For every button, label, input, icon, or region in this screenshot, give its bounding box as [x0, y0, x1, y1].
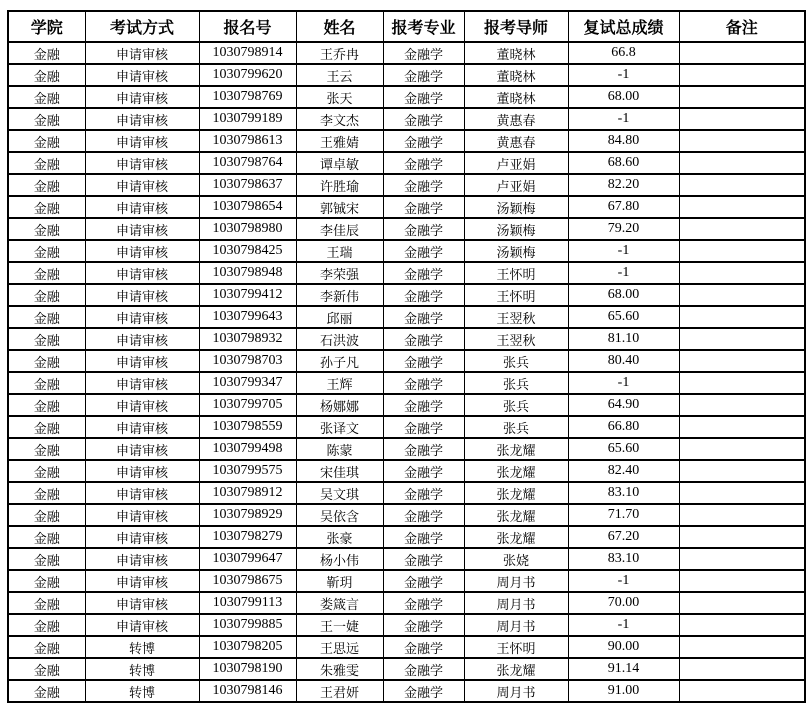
cell-applied-major: 金融学 — [383, 86, 464, 108]
table-row — [8, 438, 805, 460]
cell-applied-major: 金融学 — [383, 680, 464, 702]
cell-name: 陈蒙 — [296, 438, 383, 460]
cell-college: 金融 — [8, 86, 85, 108]
cell-applied-major: 金融学 — [383, 592, 464, 614]
cell-name: 邱丽 — [296, 306, 383, 328]
cell-registration-number: 1030798425 — [199, 240, 296, 262]
cell-registration-number: 1030799113 — [199, 592, 296, 614]
cell-name: 娄箴言 — [296, 592, 383, 614]
cell-name: 许胜瑜 — [296, 174, 383, 196]
cell-applied-major: 金融学 — [383, 394, 464, 416]
cell-name: 宋佳琪 — [296, 460, 383, 482]
table-row — [8, 262, 805, 284]
cell-college: 金融 — [8, 680, 85, 702]
cell-applied-supervisor: 黄惠春 — [464, 130, 568, 152]
table-row — [8, 218, 805, 240]
cell-applied-major: 金融学 — [383, 152, 464, 174]
table-row — [8, 350, 805, 372]
cell-retest-total-score: 67.20 — [568, 526, 679, 548]
table-header-row — [8, 11, 805, 42]
cell-applied-supervisor: 汤颖梅 — [464, 196, 568, 218]
cell-exam-method: 申请审核 — [85, 482, 199, 504]
cell-name: 吴依含 — [296, 504, 383, 526]
column-header-applied-supervisor: 报考导师 — [464, 11, 568, 42]
cell-retest-total-score: 84.80 — [568, 130, 679, 152]
cell-remarks — [679, 592, 805, 614]
cell-remarks — [679, 460, 805, 482]
cell-registration-number: 1030798703 — [199, 350, 296, 372]
cell-applied-supervisor: 张龙耀 — [464, 504, 568, 526]
cell-name: 郭铖宋 — [296, 196, 383, 218]
cell-applied-major: 金融学 — [383, 636, 464, 658]
cell-applied-supervisor: 王怀明 — [464, 262, 568, 284]
cell-remarks — [679, 218, 805, 240]
cell-college: 金融 — [8, 482, 85, 504]
cell-remarks — [679, 174, 805, 196]
cell-exam-method: 申请审核 — [85, 570, 199, 592]
cell-registration-number: 1030799347 — [199, 372, 296, 394]
cell-applied-supervisor: 张龙耀 — [464, 482, 568, 504]
cell-retest-total-score: 67.80 — [568, 196, 679, 218]
cell-applied-major: 金融学 — [383, 64, 464, 86]
cell-applied-supervisor: 张兵 — [464, 416, 568, 438]
cell-applied-major: 金融学 — [383, 482, 464, 504]
cell-applied-major: 金融学 — [383, 108, 464, 130]
cell-remarks — [679, 284, 805, 306]
cell-applied-supervisor: 卢亚娟 — [464, 174, 568, 196]
cell-name: 张豪 — [296, 526, 383, 548]
admission-results-table — [7, 10, 806, 703]
table-row — [8, 658, 805, 680]
cell-registration-number: 1030799705 — [199, 394, 296, 416]
cell-applied-major: 金融学 — [383, 350, 464, 372]
cell-retest-total-score: 68.00 — [568, 284, 679, 306]
cell-retest-total-score: 66.8 — [568, 42, 679, 64]
table-header — [8, 11, 805, 42]
cell-exam-method: 申请审核 — [85, 614, 199, 636]
cell-registration-number: 1030799643 — [199, 306, 296, 328]
cell-exam-method: 申请审核 — [85, 262, 199, 284]
cell-applied-supervisor: 张娆 — [464, 548, 568, 570]
cell-college: 金融 — [8, 460, 85, 482]
table-row — [8, 614, 805, 636]
cell-exam-method: 申请审核 — [85, 592, 199, 614]
cell-name: 李文杰 — [296, 108, 383, 130]
cell-remarks — [679, 86, 805, 108]
cell-name: 靳玥 — [296, 570, 383, 592]
cell-applied-supervisor: 黄惠春 — [464, 108, 568, 130]
cell-name: 李新伟 — [296, 284, 383, 306]
cell-registration-number: 1030798559 — [199, 416, 296, 438]
cell-retest-total-score: 81.10 — [568, 328, 679, 350]
cell-registration-number: 1030798769 — [199, 86, 296, 108]
cell-name: 张译文 — [296, 416, 383, 438]
cell-retest-total-score: 66.80 — [568, 416, 679, 438]
cell-applied-major: 金融学 — [383, 526, 464, 548]
cell-applied-major: 金融学 — [383, 460, 464, 482]
cell-applied-supervisor: 张兵 — [464, 372, 568, 394]
table-row — [8, 504, 805, 526]
cell-remarks — [679, 658, 805, 680]
cell-retest-total-score: 82.20 — [568, 174, 679, 196]
cell-name: 王一婕 — [296, 614, 383, 636]
cell-exam-method: 申请审核 — [85, 284, 199, 306]
cell-remarks — [679, 108, 805, 130]
cell-retest-total-score: 68.00 — [568, 86, 679, 108]
cell-retest-total-score: 64.90 — [568, 394, 679, 416]
cell-applied-major: 金融学 — [383, 284, 464, 306]
cell-college: 金融 — [8, 328, 85, 350]
cell-exam-method: 申请审核 — [85, 64, 199, 86]
cell-college: 金融 — [8, 350, 85, 372]
cell-applied-major: 金融学 — [383, 614, 464, 636]
table-row — [8, 394, 805, 416]
cell-college: 金融 — [8, 548, 85, 570]
cell-exam-method: 申请审核 — [85, 306, 199, 328]
table-row — [8, 64, 805, 86]
cell-registration-number: 1030799575 — [199, 460, 296, 482]
cell-name: 石洪波 — [296, 328, 383, 350]
cell-applied-major: 金融学 — [383, 196, 464, 218]
cell-college: 金融 — [8, 218, 85, 240]
cell-applied-major: 金融学 — [383, 130, 464, 152]
cell-exam-method: 申请审核 — [85, 152, 199, 174]
cell-applied-major: 金融学 — [383, 416, 464, 438]
cell-remarks — [679, 526, 805, 548]
cell-applied-supervisor: 王怀明 — [464, 636, 568, 658]
cell-retest-total-score: 83.10 — [568, 548, 679, 570]
cell-registration-number: 1030798948 — [199, 262, 296, 284]
cell-name: 王君妍 — [296, 680, 383, 702]
cell-retest-total-score: 79.20 — [568, 218, 679, 240]
table-row — [8, 86, 805, 108]
cell-college: 金融 — [8, 658, 85, 680]
cell-registration-number: 1030798654 — [199, 196, 296, 218]
cell-registration-number: 1030798279 — [199, 526, 296, 548]
column-header-exam-method: 考试方式 — [85, 11, 199, 42]
cell-college: 金融 — [8, 42, 85, 64]
cell-applied-supervisor: 张龙耀 — [464, 460, 568, 482]
cell-college: 金融 — [8, 636, 85, 658]
cell-remarks — [679, 306, 805, 328]
cell-exam-method: 申请审核 — [85, 350, 199, 372]
cell-retest-total-score: -1 — [568, 240, 679, 262]
table-row — [8, 482, 805, 504]
cell-applied-supervisor: 董晓林 — [464, 42, 568, 64]
cell-retest-total-score: 65.60 — [568, 306, 679, 328]
cell-registration-number: 1030799189 — [199, 108, 296, 130]
cell-college: 金融 — [8, 240, 85, 262]
cell-remarks — [679, 438, 805, 460]
column-header-applied-major: 报考专业 — [383, 11, 464, 42]
cell-retest-total-score: -1 — [568, 262, 679, 284]
cell-applied-major: 金融学 — [383, 306, 464, 328]
cell-applied-supervisor: 张龙耀 — [464, 438, 568, 460]
cell-applied-supervisor: 董晓林 — [464, 86, 568, 108]
cell-applied-supervisor: 张龙耀 — [464, 658, 568, 680]
cell-exam-method: 申请审核 — [85, 240, 199, 262]
table-row — [8, 372, 805, 394]
cell-applied-supervisor: 周月书 — [464, 680, 568, 702]
cell-retest-total-score: 80.40 — [568, 350, 679, 372]
cell-exam-method: 申请审核 — [85, 438, 199, 460]
cell-remarks — [679, 504, 805, 526]
cell-retest-total-score: -1 — [568, 64, 679, 86]
cell-registration-number: 1030798912 — [199, 482, 296, 504]
table-row — [8, 284, 805, 306]
cell-applied-major: 金融学 — [383, 42, 464, 64]
cell-exam-method: 申请审核 — [85, 174, 199, 196]
cell-exam-method: 申请审核 — [85, 394, 199, 416]
table-row — [8, 130, 805, 152]
cell-retest-total-score: 65.60 — [568, 438, 679, 460]
cell-retest-total-score: 83.10 — [568, 482, 679, 504]
cell-registration-number: 1030798929 — [199, 504, 296, 526]
cell-applied-supervisor: 周月书 — [464, 592, 568, 614]
cell-exam-method: 申请审核 — [85, 548, 199, 570]
cell-name: 谭卓敏 — [296, 152, 383, 174]
cell-remarks — [679, 240, 805, 262]
cell-remarks — [679, 416, 805, 438]
cell-retest-total-score: 90.00 — [568, 636, 679, 658]
cell-applied-supervisor: 张兵 — [464, 394, 568, 416]
cell-retest-total-score: -1 — [568, 372, 679, 394]
table-row — [8, 460, 805, 482]
cell-applied-major: 金融学 — [383, 218, 464, 240]
cell-name: 王辉 — [296, 372, 383, 394]
cell-applied-major: 金融学 — [383, 548, 464, 570]
cell-exam-method: 申请审核 — [85, 416, 199, 438]
cell-remarks — [679, 372, 805, 394]
table-row — [8, 636, 805, 658]
cell-college: 金融 — [8, 394, 85, 416]
cell-registration-number: 1030798146 — [199, 680, 296, 702]
cell-exam-method: 转博 — [85, 636, 199, 658]
table-row — [8, 196, 805, 218]
cell-registration-number: 1030798764 — [199, 152, 296, 174]
cell-retest-total-score: 82.40 — [568, 460, 679, 482]
cell-name: 王乔冉 — [296, 42, 383, 64]
cell-college: 金融 — [8, 614, 85, 636]
cell-applied-supervisor: 张兵 — [464, 350, 568, 372]
table-body — [8, 42, 805, 702]
cell-registration-number: 1030799647 — [199, 548, 296, 570]
cell-exam-method: 申请审核 — [85, 218, 199, 240]
cell-exam-method: 申请审核 — [85, 460, 199, 482]
cell-applied-supervisor: 周月书 — [464, 570, 568, 592]
table-row — [8, 306, 805, 328]
cell-name: 杨娜娜 — [296, 394, 383, 416]
cell-remarks — [679, 350, 805, 372]
cell-exam-method: 申请审核 — [85, 526, 199, 548]
cell-remarks — [679, 64, 805, 86]
cell-exam-method: 申请审核 — [85, 86, 199, 108]
cell-remarks — [679, 262, 805, 284]
cell-applied-supervisor: 汤颖梅 — [464, 218, 568, 240]
cell-applied-major: 金融学 — [383, 372, 464, 394]
cell-exam-method: 转博 — [85, 680, 199, 702]
cell-name: 李荣强 — [296, 262, 383, 284]
cell-registration-number: 1030798932 — [199, 328, 296, 350]
table-row — [8, 680, 805, 702]
cell-remarks — [679, 196, 805, 218]
cell-college: 金融 — [8, 152, 85, 174]
cell-retest-total-score: 71.70 — [568, 504, 679, 526]
cell-applied-supervisor: 卢亚娟 — [464, 152, 568, 174]
cell-name: 王思远 — [296, 636, 383, 658]
cell-college: 金融 — [8, 284, 85, 306]
cell-applied-supervisor: 周月书 — [464, 614, 568, 636]
cell-college: 金融 — [8, 504, 85, 526]
cell-applied-supervisor: 王怀明 — [464, 284, 568, 306]
cell-remarks — [679, 680, 805, 702]
cell-registration-number: 1030799885 — [199, 614, 296, 636]
cell-remarks — [679, 394, 805, 416]
cell-college: 金融 — [8, 526, 85, 548]
cell-applied-major: 金融学 — [383, 570, 464, 592]
column-header-remarks: 备注 — [679, 11, 805, 42]
cell-retest-total-score: 91.14 — [568, 658, 679, 680]
cell-applied-major: 金融学 — [383, 174, 464, 196]
cell-registration-number: 1030798914 — [199, 42, 296, 64]
cell-applied-supervisor: 王翌秋 — [464, 328, 568, 350]
cell-exam-method: 申请审核 — [85, 196, 199, 218]
cell-name: 张天 — [296, 86, 383, 108]
cell-retest-total-score: -1 — [568, 570, 679, 592]
cell-name: 朱雅雯 — [296, 658, 383, 680]
cell-name: 孙子凡 — [296, 350, 383, 372]
cell-name: 王雅婧 — [296, 130, 383, 152]
cell-registration-number: 1030798637 — [199, 174, 296, 196]
cell-applied-supervisor: 董晓林 — [464, 64, 568, 86]
table-row — [8, 174, 805, 196]
column-header-retest-total-score: 复试总成绩 — [568, 11, 679, 42]
cell-applied-major: 金融学 — [383, 262, 464, 284]
cell-name: 吴文琪 — [296, 482, 383, 504]
cell-college: 金融 — [8, 174, 85, 196]
cell-remarks — [679, 614, 805, 636]
table-row — [8, 152, 805, 174]
cell-exam-method: 申请审核 — [85, 504, 199, 526]
cell-college: 金融 — [8, 570, 85, 592]
column-header-registration-number: 报名号 — [199, 11, 296, 42]
cell-college: 金融 — [8, 130, 85, 152]
cell-applied-major: 金融学 — [383, 658, 464, 680]
cell-college: 金融 — [8, 196, 85, 218]
cell-exam-method: 申请审核 — [85, 328, 199, 350]
cell-name: 李佳辰 — [296, 218, 383, 240]
cell-registration-number: 1030798190 — [199, 658, 296, 680]
cell-college: 金融 — [8, 372, 85, 394]
cell-retest-total-score: -1 — [568, 614, 679, 636]
cell-registration-number: 1030798980 — [199, 218, 296, 240]
cell-applied-supervisor: 张龙耀 — [464, 526, 568, 548]
table-row — [8, 570, 805, 592]
cell-name: 杨小伟 — [296, 548, 383, 570]
cell-name: 王瑞 — [296, 240, 383, 262]
cell-college: 金融 — [8, 438, 85, 460]
cell-registration-number: 1030798675 — [199, 570, 296, 592]
cell-retest-total-score: 70.00 — [568, 592, 679, 614]
cell-remarks — [679, 152, 805, 174]
cell-exam-method: 申请审核 — [85, 108, 199, 130]
cell-college: 金融 — [8, 416, 85, 438]
cell-retest-total-score: -1 — [568, 108, 679, 130]
cell-college: 金融 — [8, 108, 85, 130]
cell-registration-number: 1030799620 — [199, 64, 296, 86]
table-row — [8, 328, 805, 350]
cell-applied-major: 金融学 — [383, 328, 464, 350]
cell-remarks — [679, 636, 805, 658]
cell-applied-major: 金融学 — [383, 504, 464, 526]
cell-registration-number: 1030798613 — [199, 130, 296, 152]
cell-applied-supervisor: 汤颖梅 — [464, 240, 568, 262]
table-row — [8, 548, 805, 570]
cell-exam-method: 申请审核 — [85, 372, 199, 394]
cell-college: 金融 — [8, 262, 85, 284]
cell-applied-major: 金融学 — [383, 240, 464, 262]
cell-name: 王云 — [296, 64, 383, 86]
cell-college: 金融 — [8, 64, 85, 86]
cell-remarks — [679, 328, 805, 350]
table-row — [8, 416, 805, 438]
cell-registration-number: 1030798205 — [199, 636, 296, 658]
cell-exam-method: 申请审核 — [85, 42, 199, 64]
cell-remarks — [679, 130, 805, 152]
table-row — [8, 42, 805, 64]
table-row — [8, 108, 805, 130]
table-row — [8, 240, 805, 262]
cell-retest-total-score: 68.60 — [568, 152, 679, 174]
column-header-name: 姓名 — [296, 11, 383, 42]
cell-remarks — [679, 482, 805, 504]
cell-applied-supervisor: 王翌秋 — [464, 306, 568, 328]
column-header-college: 学院 — [8, 11, 85, 42]
cell-registration-number: 1030799412 — [199, 284, 296, 306]
cell-remarks — [679, 548, 805, 570]
cell-exam-method: 转博 — [85, 658, 199, 680]
cell-registration-number: 1030799498 — [199, 438, 296, 460]
table-row — [8, 526, 805, 548]
cell-applied-major: 金融学 — [383, 438, 464, 460]
cell-remarks — [679, 42, 805, 64]
cell-remarks — [679, 570, 805, 592]
cell-college: 金融 — [8, 592, 85, 614]
cell-college: 金融 — [8, 306, 85, 328]
cell-retest-total-score: 91.00 — [568, 680, 679, 702]
table-row — [8, 592, 805, 614]
cell-exam-method: 申请审核 — [85, 130, 199, 152]
